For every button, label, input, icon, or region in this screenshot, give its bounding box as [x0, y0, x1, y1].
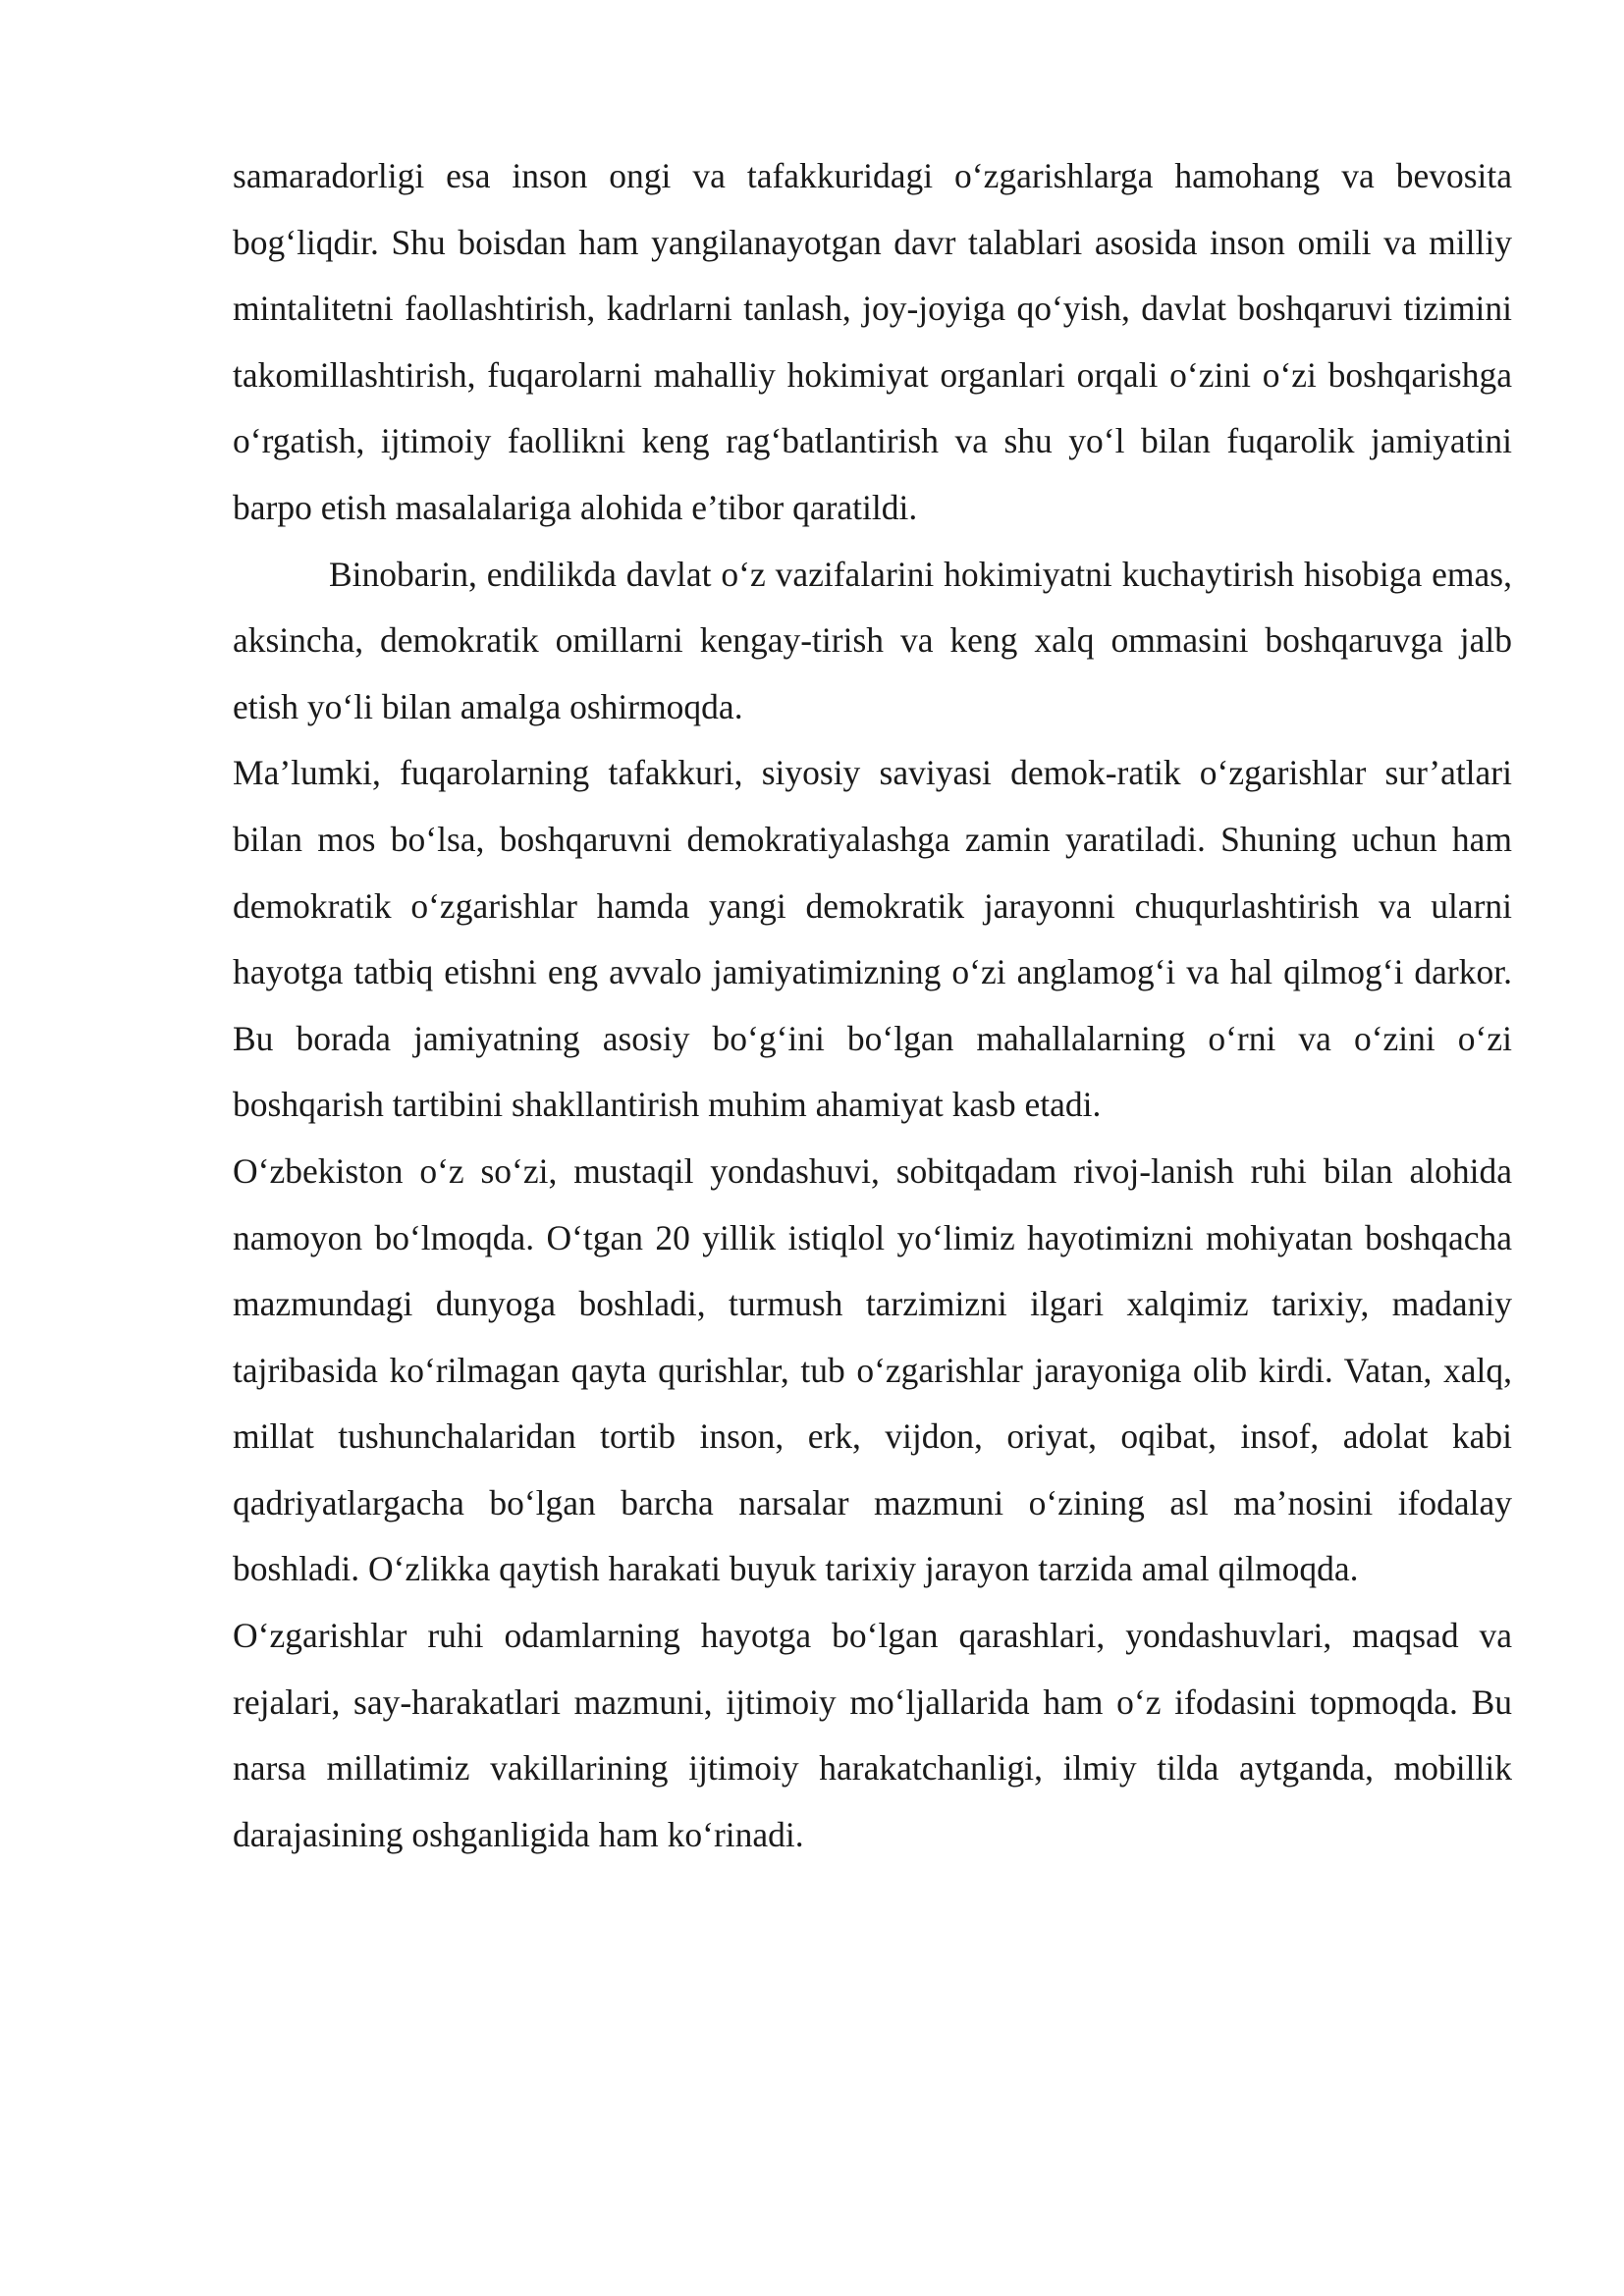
paragraph-continuation: samaradorligi esa inson ongi va tafakkuridagi o‘zgarishlarga hamohang va bevosita bog‘liqdir. Shu boisdan ham yangilanayotgan davr talablari asosida inson omili va milliy mintalitetni faollashtirish, kadrlarni tanlash, joy-joyiga qo‘yish, davlat boshqaruvi tizimini takomillashtirish, fuqarolarni mahalliy hokimiyat organlari orqali o‘zini o‘zi boshqarishga o‘rgatish, ijtimoiy faollikni keng rag‘batlantirish va shu yo‘l bilan fuqarolik jamiyatini barpo etish masalalariga alohida e’tibor qaratildi. [233, 156, 1512, 527]
paragraph-ozgarishlar: O‘zgarishlar ruhi odamlarning hayotga bo‘lgan qarashlari, yondashuvlari, maqsad va rejalari, say-harakatlari mazmuni, ijtimoiy mo‘ljallarida ham o‘z ifodasini topmoqda. Bu narsa millatimiz vakillarining ijtimoiy harakatchanligi, ilmiy tilda aytganda, mobillik darajasining oshganligida ham ko‘rinadi. [233, 1616, 1512, 1854]
paragraph-malumki: Ma’lumki, fuqarolarning tafakkuri, siyosiy saviyasi demok-ratik o‘zgarishlar sur’atlari bilan mos bo‘lsa, boshqaruvni demokratiyalashga zamin yaratiladi. Shuning uchun ham demokratik o‘zgarishlar hamda yangi demokratik jarayonni chuqurlashtirish va ularni hayotga tatbiq etishni eng avvalo jamiyatimizning o‘zi anglamog‘i va hal qilmog‘i darkor. Bu borada jamiyatning asosiy bo‘g‘ini bo‘lgan mahallalarning o‘rni va o‘zini o‘zi boshqarish tartibini shakllantirish muhim ahamiyat kasb etadi. [233, 753, 1512, 1125]
paragraph-binobarin: Binobarin, endilikda davlat o‘z vazifalarini hokimiyatni kuchaytirish hisobiga emas, aksincha, demokratik omillarni kengay-tirish va keng xalq ommasini boshqaruvga jalb etish yo‘li bilan amalga oshirmoqda. [233, 554, 1512, 726]
paragraph-ozbekiston: O‘zbekiston o‘z so‘zi, mustaqil yondashuvi, sobitqadam rivoj-lanish ruhi bilan alohida namoyon bo‘lmoqda. O‘tgan 20 yillik istiqlol yo‘limiz hayotimizni mohiyatan boshqacha mazmundagi dunyoga boshladi, turmush tarzimizni ilgari xalqimiz tarixiy, madaniy tajribasida ko‘rilmagan qayta qurishlar, tub o‘zgarishlar jarayoniga olib kirdi. Vatan, xalq, millat tushunchalaridan tortib inson, erk, vijdon, oriyat, oqibat, insof, adolat kabi qadriyatlargacha bo‘lgan barcha narsalar mazmuni o‘zining asl ma’nosini ifodalay boshladi. O‘zlikka qaytish harakati buyuk tarixiy jarayon tarzida amal qilmoqda. [233, 1150, 1512, 1589]
body-text [233, 143, 1512, 1868]
